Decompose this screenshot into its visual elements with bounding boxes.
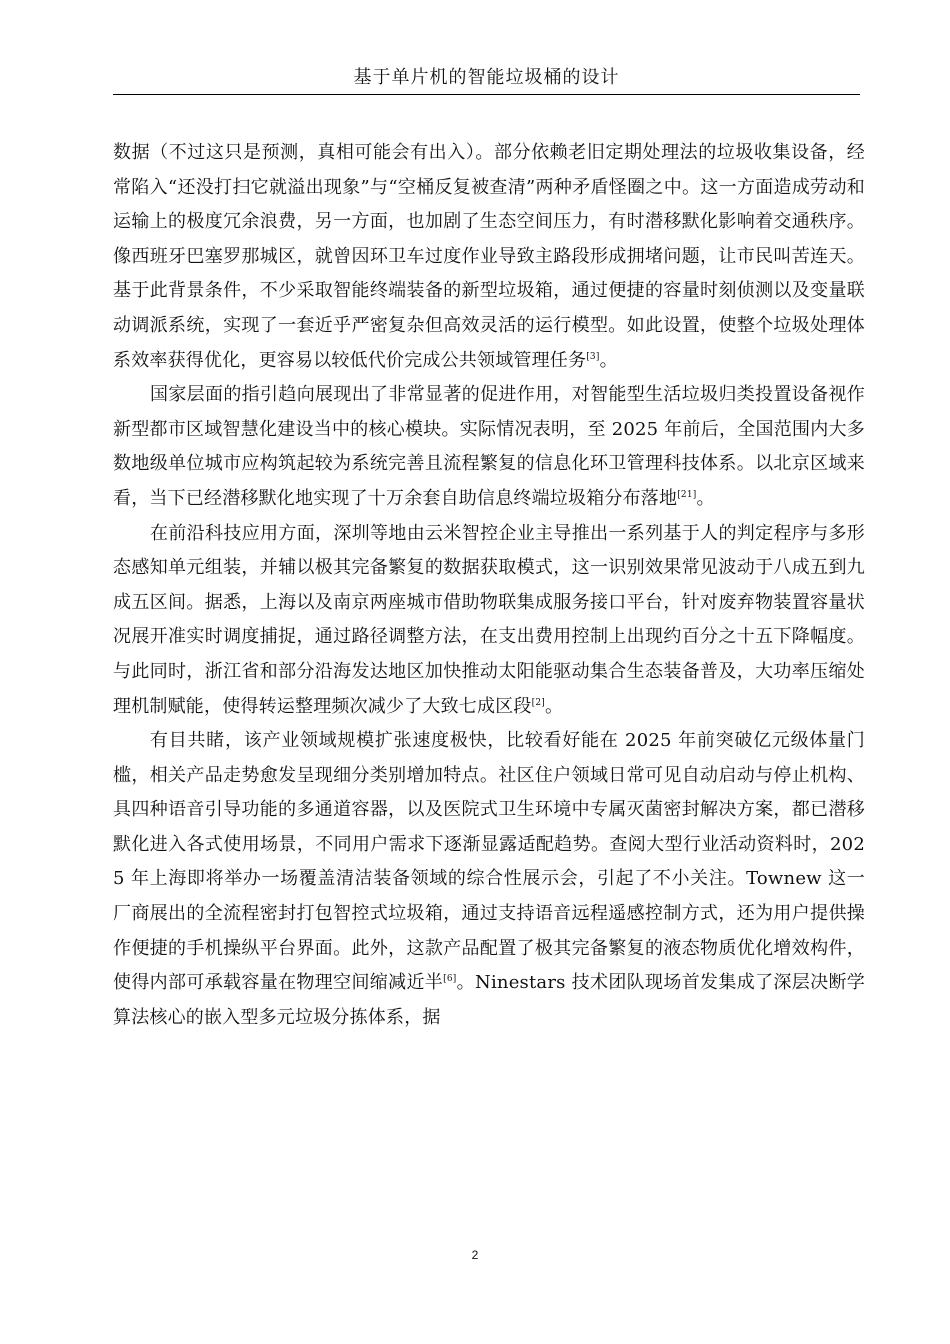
paragraph-1: 数据（不过这只是预测，真相可能会有出入）。部分依赖老旧定期处理法的垃圾收集设备，经常陷入“还没打扫它就溢出现象”与“空桶反复被查清”两种矛盾怪圈之中。这一方面造成劳动和运输上的极度冗余浪费，另一方面，也加剧了生态空间压力，有时潜移默化影响着交通秩序。像西班牙巴塞罗那城区，就曾因环卫车过度作业导致主路段形成拥堵问题，让市民叫苦连天。基于此背景条件，不少采取智能终端装备的新型垃圾箱，通过便捷的容量时刻侦测以及变量联动调派系统，实现了一套近乎严密复杂但高效灵活的运行模型。如此设置，使整个垃圾处理体系效率获得优化，更容易以较低代价完成公共领域管理任务[3]。 — [113, 142, 865, 371]
paragraph-3: 在前沿科技应用方面，深圳等地由云米智控企业主导推出一系列基于人的判定程序与多形态感知单元组装，并辅以极其完备繁复的数据获取模式，这一识别效果常见波动于八成五到九成五区间。据悉，上海以及南京两座城市借助物联集成服务接口平台，针对废弃物装置容量状况展开准实时调度捕捉，通过路径调整方法，在支出费用控制上出现约百分之十五下降幅度。与此同时，浙江省和部分沿海发达地区加快推动太阳能驱动集合生态装备普及，大功率压缩处理机制赋能，使得转运整理频次减少了大致七成区段[2]。 — [113, 522, 865, 717]
citation: [3] — [586, 351, 600, 362]
page-number: 2 — [471, 1248, 479, 1262]
paragraph-4: 有目共睹，该产业领域规模扩张速度极快，比较看好能在 2025 年前突破亿元级体量门槛，相关产品走势愈发呈现细分类别增加特点。社区住户领域日常可见自动启动与停止机构、具四种语音引导功能的多通道容器，以及医院式卫生环境中专属灭菌密封解决方案，都已潜移默化进入各式使用场景，不同用户需求下逐渐显露适配趋势。查阅大型行业活动资料时，2025 年上海即将举办一场覆盖清洁装备领域的综合性展示会，引起了不小关注。Townew 这一厂商展出的全流程密封打包智控式垃圾箱，通过支持语音远程遥感控制方式，还为用户提供操作便捷的手机操纵平台界面。此外，这款产品配置了极其完备繁复的液态物质优化增效构件，使得内部可承载容量在物理空间缩减近半[6]。Ninestars 技术团队现场首发集成了深层决断学算法核心的嵌入型多元垃圾分拣体系，据 — [113, 730, 865, 1028]
document-title: 基于单片机的智能垃圾桶的设计 — [353, 67, 620, 88]
paragraph-2: 国家层面的指引趋向展现出了非常显著的促进作用，对智能型生活垃圾归类投置设备视作新型都市区域智慧化建设当中的核心模块。实际情况表明，至 2025 年前后，全国范围内大多数地级单位城市应构筑起较为系统完善且流程繁复的信息化环卫管理科技体系。以北京区域来看，当下已经潜移默化地实现了十万余套自助信息终端垃圾箱分布落地[21]。 — [113, 384, 865, 509]
body-text — [113, 136, 865, 1035]
citation: [6] — [443, 974, 457, 985]
citation: [21] — [677, 489, 697, 500]
citation: [2] — [531, 697, 545, 708]
page-header — [113, 62, 860, 95]
